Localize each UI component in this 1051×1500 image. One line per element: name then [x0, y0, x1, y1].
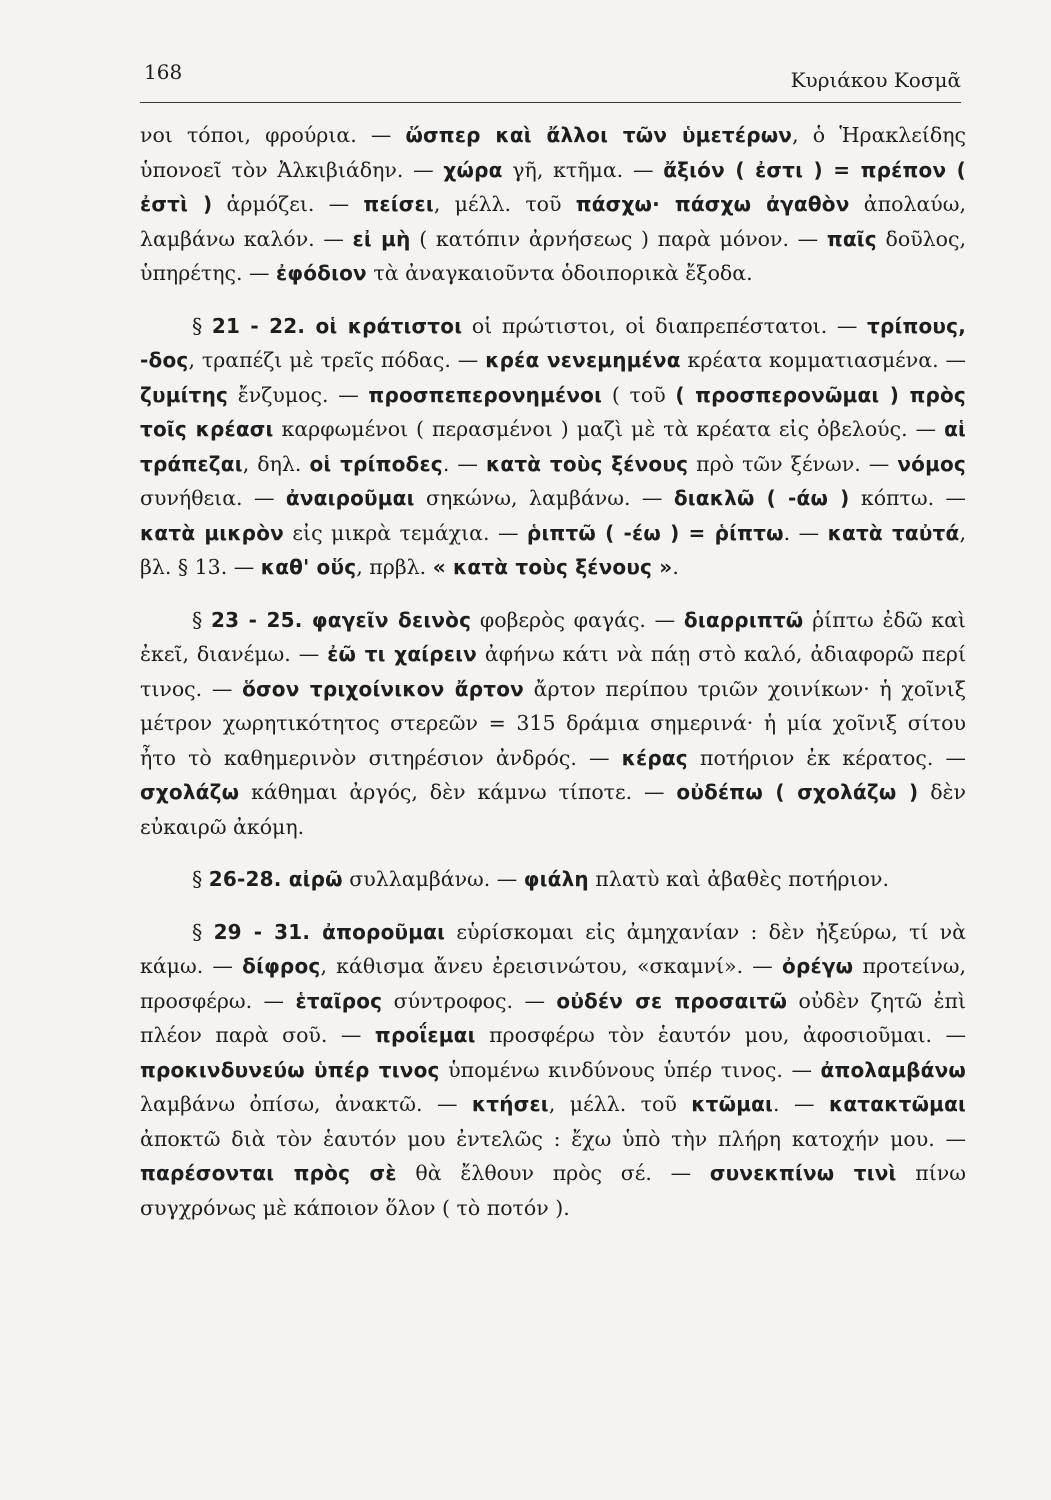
gloss-text: ποτήριον ἐκ κέρατος. —	[687, 745, 966, 770]
headword: προκινδυνεύω ὑπέρ τινος	[140, 1057, 440, 1082]
paragraph-section-21-22	[140, 309, 966, 585]
gloss-text: , τραπέζι μὲ τρεῖς πόδας. —	[188, 348, 486, 372]
headword: δίφρος	[242, 954, 321, 978]
gloss-text: . —	[442, 451, 486, 476]
headword: παρέσονται πρὸς σὲ	[140, 1161, 397, 1185]
gloss-text: λαμβάνω ὀπίσω, ἀνακτῶ. —	[140, 1092, 472, 1116]
headword: κατὰ τοὺς ξένους	[485, 451, 689, 476]
headword: οὐδέν σε προσαιτῶ	[556, 988, 788, 1013]
headword: διαρριπτῶ	[683, 607, 804, 632]
headword: διακλῶ ( -άω )	[673, 486, 850, 510]
headword: ἐῶ τι χαίρειν	[327, 642, 477, 666]
paragraph-intro	[140, 118, 966, 291]
gloss-text: §	[192, 313, 212, 338]
gloss-text: , ὁ Ἡρακλείδης ὑπονοεῖ τὸν Ἀλκιβιάδην. —	[140, 123, 966, 182]
gloss-text: γῆ, κτῆμα. —	[502, 157, 664, 182]
gloss-text: ἄρτον περίπου τριῶν χοινίκων· ἡ χοῖνιξ μέτρον χωρητικότητος στερεῶν = 315 δράμια σημερινά· ἡ μία χοῖνιξ σίτου ἦτο τὸ καθημερινὸν σιτηρέσιον ἀνδρός. —	[140, 676, 966, 770]
headword: 21 - 22. οἱ κράτιστοι	[211, 313, 463, 338]
headword: ὀρέγω	[782, 954, 854, 978]
headword: κρέα νενεμημένα	[485, 348, 681, 372]
gloss-text: προσφέρω τὸν ἑαυτόν μου, ἀφοσιοῦμαι. —	[475, 1023, 967, 1047]
headword: παῖς	[826, 226, 877, 251]
headword: κέρας	[621, 745, 688, 770]
gloss-text: ἀποκτῶ διὰ τὸν ἑαυτόν μου ἐντελῶς : ἔχω ὑπὸ τὴν πλήρη κατοχήν μου. —	[140, 1126, 966, 1151]
headword: ἀπολαμβάνω	[820, 1057, 966, 1082]
gloss-text: ἁρμόζει. —	[212, 192, 364, 216]
headword: ὅσον τριχοίνικον ἄρτον	[242, 676, 524, 701]
headword: προΐεμαι	[374, 1023, 476, 1047]
headword: συνεκπίνω τινὶ	[709, 1161, 897, 1185]
gloss-text: πλατὺ καὶ ἀβαθὲς ποτήριον.	[588, 867, 889, 891]
page-header	[140, 58, 961, 103]
headword: ( προσπερονῶμαι ) πρὸς τοῖς κρέασι	[140, 382, 966, 441]
gloss-text: , μέλλ. τοῦ	[433, 192, 576, 216]
gloss-text: τὰ ἀναγκαιοῦντα ὁδοιπορικὰ ἔξοδα.	[366, 261, 753, 285]
gloss-text: κρέατα κομματιασμένα. —	[680, 348, 967, 372]
headword: οὐδέπω ( σχολάζω )	[676, 780, 919, 804]
gloss-text: ( κατόπιν ἀρνήσεως ) παρὰ μόνον. —	[410, 226, 827, 251]
gloss-text: ῥίπτω ἐδῶ καὶ ἐκεῖ, διανέμω. —	[140, 607, 966, 666]
headword: καθ' οὕς	[260, 555, 357, 579]
running-title: Κυριάκου Κοσμᾶ	[790, 68, 961, 92]
gloss-text: ἔνζυμος. —	[228, 382, 369, 407]
paragraph-section-26-28	[140, 862, 966, 897]
gloss-text: , βλ. § 13. —	[140, 520, 966, 579]
gloss-text: ὑπομένω κινδύνους ὑπέρ τινος. —	[439, 1057, 821, 1082]
headword: πείσει	[363, 192, 434, 216]
gloss-text: σηκώνω, λαμβάνω. —	[414, 486, 674, 510]
gloss-text: §	[192, 607, 211, 632]
gloss-text: θὰ ἔλθουν πρὸς σέ. —	[396, 1161, 710, 1185]
gloss-text: , μέλλ. τοῦ	[548, 1092, 692, 1116]
gloss-text: σύντροφος. —	[382, 988, 557, 1013]
paragraph-section-29-31	[140, 915, 966, 1226]
headword: κατὰ μικρὸν	[140, 520, 284, 545]
gloss-text: .	[672, 555, 679, 579]
headword: 23 - 25. φαγεῖν δεινὸς	[211, 607, 472, 632]
gloss-text: κόπτω. —	[849, 486, 967, 510]
gloss-text: §	[192, 867, 209, 891]
gloss-text: §	[192, 919, 214, 944]
gloss-text: , κάθισμα ἄνευ ἐρεισινώτου, «σκαμνί». —	[320, 954, 783, 978]
headword: εἰ μὴ	[352, 226, 411, 251]
gloss-text: ( τοῦ	[602, 382, 676, 407]
headword: ἐφόδιον	[276, 261, 367, 285]
headword: προσπεπερονημένοι	[368, 382, 603, 407]
gloss-text: οὐδὲν ζητῶ ἐπὶ πλέον παρὰ σοῦ. —	[140, 988, 966, 1047]
gloss-text: . —	[783, 520, 828, 545]
headword: πάσχω· πάσχω ἀγαθὸν	[575, 192, 850, 216]
gloss-text: , πρβλ.	[356, 555, 433, 579]
headword: κατακτῶμαι	[828, 1092, 966, 1116]
gloss-text: δοῦλος, ὑπηρέτης. —	[140, 226, 966, 285]
gloss-text: . —	[773, 1092, 829, 1116]
headword: ζυμίτης	[140, 382, 229, 407]
gloss-text: , δηλ.	[242, 451, 310, 476]
headword: ἄξιόν ( ἐστι ) = πρέπον ( ἐστὶ )	[140, 157, 967, 216]
headword: ῥιπτῶ ( -έω ) = ῥίπτω	[526, 520, 784, 545]
headword: κατὰ ταὐτά	[827, 520, 960, 545]
headword: τρίπους, -δος	[140, 313, 966, 372]
headword: « κατὰ τοὺς ξένους »	[432, 555, 673, 579]
headword: αἱ τράπεζαι	[140, 417, 967, 476]
gloss-text: δὲν εὐκαιρῶ ἀκόμη.	[140, 780, 966, 839]
gloss-text: καρφωμένοι ( περασμένοι ) μαζὶ μὲ τὰ κρέατα εἰς ὀβελούς. —	[273, 417, 945, 441]
gloss-text: συνήθεια. —	[140, 486, 286, 510]
page-number: 168	[144, 60, 183, 84]
gloss-text: κάθημαι ἀργός, δὲν κάμνω τίποτε. —	[239, 780, 677, 804]
headword: σχολάζω	[140, 780, 240, 804]
gloss-text: εὑρίσκομαι εἰς ἀμηχανίαν : δὲν ἠξεύρω, τί νὰ κάμω. —	[140, 919, 966, 978]
headword: κτῶμαι	[691, 1092, 774, 1116]
gloss-text: προτείνω, προσφέρω. —	[140, 954, 967, 1013]
headword: ἀναιροῦμαι	[285, 486, 415, 510]
headword: ἑταῖρος	[295, 988, 383, 1013]
paragraph-section-23-25	[140, 603, 966, 845]
headword: ὥσπερ καὶ ἄλλοι τῶν ὑμετέρων	[405, 123, 793, 147]
headword: φιάλη	[523, 867, 589, 891]
gloss-text: ἀφήνω κάτι νὰ πάῃ στὸ καλό, ἀδιαφορῶ περί τινος. —	[140, 642, 966, 701]
gloss-text: πρὸ τῶν ξένων. —	[688, 451, 898, 476]
headword: χώρα	[443, 157, 503, 182]
headword: 29 - 31. ἀποροῦμαι	[213, 919, 446, 944]
gloss-text: συλλαμβάνω. —	[342, 867, 524, 891]
headword: νόμος	[897, 451, 966, 476]
gloss-text: νοι τόποι, φρούρια. —	[140, 123, 406, 147]
gloss-text: οἱ πρώτιστοι, οἱ διαπρεπέστατοι. —	[462, 313, 867, 338]
gloss-text: εἰς μικρὰ τεμάχια. —	[283, 520, 527, 545]
gloss-text: πίνω συγχρόνως μὲ κάποιον ὅλον ( τὸ ποτόν ).	[140, 1161, 966, 1220]
gloss-text: φοβερὸς φαγάς. —	[471, 607, 684, 632]
gloss-text: ἀπολαύω, λαμβάνω καλόν. —	[140, 192, 966, 251]
commentary-text	[140, 118, 966, 1225]
headword: κτήσει	[471, 1092, 549, 1116]
headword: 26-28. αἰρῶ	[208, 867, 343, 891]
headword: οἱ τρίποδες	[309, 451, 443, 476]
